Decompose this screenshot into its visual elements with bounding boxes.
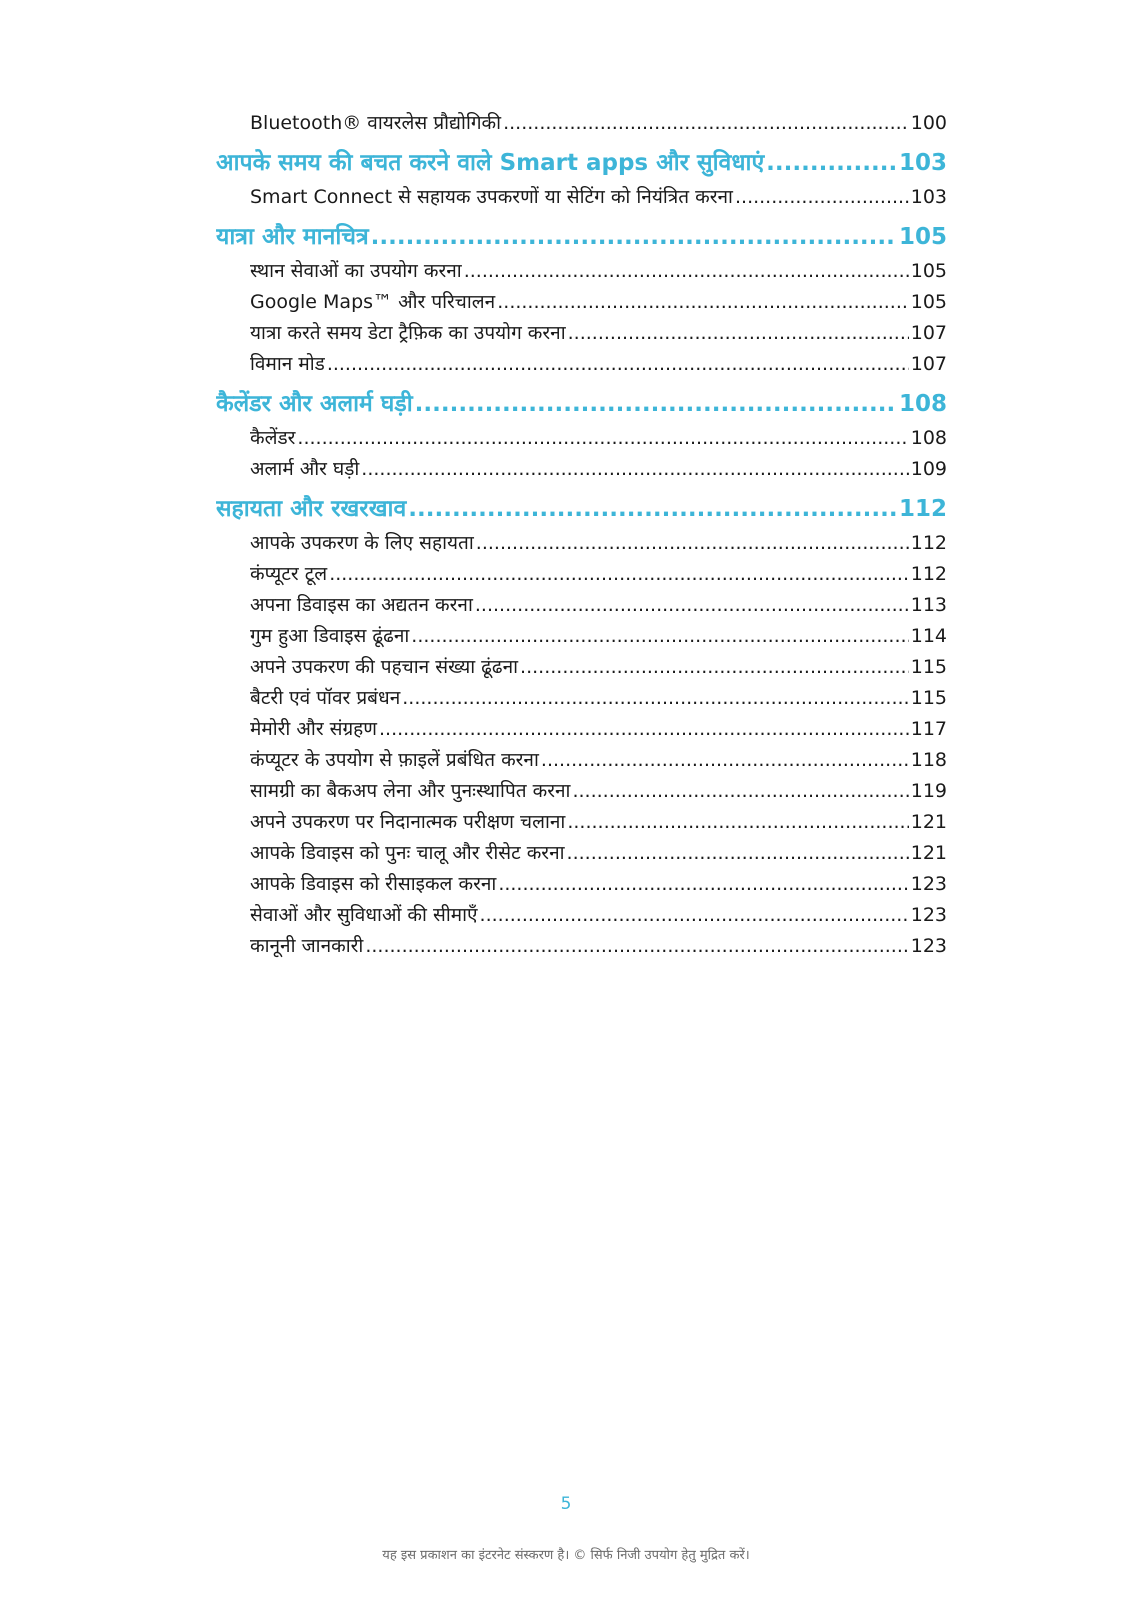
dot-leader [480, 900, 909, 931]
page-ref: 105 [910, 291, 947, 313]
toc-entry[interactable] [250, 900, 947, 931]
entry-title: सामग्री का बैकअप लेना और पुनःस्थापित करना [250, 780, 571, 802]
entry-title: कैलेंडर [250, 427, 296, 449]
dot-leader [464, 256, 909, 287]
page-ref: 115 [910, 656, 947, 678]
dot-leader [402, 683, 908, 714]
toc-entry[interactable] [250, 528, 947, 559]
table-of-contents [0, 108, 1132, 962]
dot-leader [297, 423, 908, 454]
toc-entry[interactable] [250, 714, 947, 745]
section-title: कैलेंडर और अलार्म घड़ी [216, 391, 413, 417]
entry-title: अलार्म और घड़ी [250, 458, 360, 480]
entry-title: Bluetooth® वायरलेस प्रौद्योगिकी [250, 112, 502, 134]
entry-title: अपना डिवाइस का अद्यतन करना [250, 594, 473, 616]
page-ref: 112 [898, 496, 947, 522]
toc-entry[interactable] [250, 318, 947, 349]
entry-title: स्थान सेवाओं का उपयोग करना [250, 260, 462, 282]
toc-entry[interactable] [250, 745, 947, 776]
page-ref: 113 [910, 594, 947, 616]
entry-title: कंप्यूटर के उपयोग से फ़ाइलें प्रबंधित करना [250, 749, 539, 771]
page-ref: 119 [910, 780, 947, 802]
dot-leader [497, 287, 909, 318]
page-ref: 105 [898, 224, 947, 250]
dot-leader [371, 219, 897, 256]
toc-entry[interactable] [250, 869, 947, 900]
entry-title: कानूनी जानकारी [250, 935, 364, 957]
dot-leader [520, 652, 909, 683]
dot-leader [766, 145, 897, 182]
dot-leader [567, 807, 908, 838]
dot-leader [567, 838, 909, 869]
toc-entry[interactable] [250, 349, 947, 380]
entry-title: मेमोरी और संग्रहण [250, 718, 378, 740]
page-ref: 123 [910, 935, 947, 957]
entry-title: कंप्यूटर टूल [250, 563, 328, 585]
toc-entry[interactable] [250, 621, 947, 652]
page-ref: 123 [910, 873, 947, 895]
page-ref: 107 [910, 353, 947, 375]
entry-title: आपके डिवाइस को पुनः चालू और रीसेट करना [250, 842, 565, 864]
page-ref: 118 [910, 749, 947, 771]
page-ref: 112 [910, 563, 947, 585]
dot-leader [327, 349, 909, 380]
toc-entry[interactable] [250, 807, 947, 838]
entry-title: अपने उपकरण की पहचान संख्या ढूंढना [250, 656, 519, 678]
toc-entry[interactable] [250, 287, 947, 318]
dot-leader [365, 931, 908, 962]
entry-title: गुम हुआ डिवाइस ढूंढना [250, 625, 410, 647]
entry-title: यात्रा करते समय डेटा ट्रैफ़िक का उपयोग करना [250, 322, 566, 344]
toc-entry[interactable] [250, 776, 947, 807]
toc-entry[interactable] [250, 454, 947, 485]
dot-leader [379, 714, 909, 745]
page-ref: 100 [910, 112, 947, 134]
entry-title: बैटरी एवं पॉवर प्रबंधन [250, 687, 401, 709]
toc-entry[interactable] [250, 590, 947, 621]
entry-title: अपने उपकरण पर निदानात्मक परीक्षण चलाना [250, 811, 566, 833]
page-number: 5 [560, 1494, 572, 1514]
entry-title: आपके डिवाइस को रीसाइकल करना [250, 873, 497, 895]
entry-title: विमान मोड [250, 353, 325, 375]
entry-title: Google Maps™ और परिचालन [250, 291, 496, 313]
toc-section-heading[interactable] [216, 219, 947, 256]
section-title: सहायता और रखरखाव [216, 496, 407, 522]
page-ref: 108 [910, 427, 947, 449]
page-ref: 117 [910, 718, 947, 740]
toc-entry[interactable] [250, 652, 947, 683]
entry-title: Smart Connect से सहायक उपकरणों या सेटिंग को नियंत्रित करना [250, 186, 733, 208]
dot-leader [329, 559, 909, 590]
dot-leader [541, 745, 909, 776]
dot-leader [735, 182, 909, 213]
dot-leader [476, 528, 909, 559]
dot-leader [408, 491, 897, 528]
page-ref: 103 [910, 186, 947, 208]
toc-entry[interactable] [250, 182, 947, 213]
page-ref: 121 [910, 842, 947, 864]
toc-section-heading[interactable] [216, 386, 947, 423]
footer-note: यह इस प्रकाशन का इंटरनेट संस्करण है। © सिर्फ निजी उपयोग हेतु मुद्रित करें। [382, 1548, 750, 1563]
toc-entry[interactable] [250, 838, 947, 869]
entry-title: सेवाओं और सुविधाओं की सीमाएँ [250, 904, 478, 926]
page-ref: 109 [910, 458, 947, 480]
page-ref: 103 [898, 150, 947, 176]
toc-entry[interactable] [250, 256, 947, 287]
entry-title: आपके उपकरण के लिए सहायता [250, 532, 474, 554]
page-ref: 121 [910, 811, 947, 833]
dot-leader [503, 108, 909, 139]
toc-section-heading[interactable] [216, 145, 947, 182]
dot-leader [411, 621, 908, 652]
page-ref: 112 [910, 532, 947, 554]
dot-leader [498, 869, 908, 900]
dot-leader [475, 590, 909, 621]
dot-leader [361, 454, 908, 485]
page-ref: 123 [910, 904, 947, 926]
toc-entry[interactable] [250, 683, 947, 714]
dot-leader [572, 776, 908, 807]
dot-leader [568, 318, 909, 349]
toc-entry[interactable] [250, 559, 947, 590]
page-ref: 115 [910, 687, 947, 709]
page-ref: 108 [898, 391, 947, 417]
toc-section-heading[interactable] [216, 491, 947, 528]
section-title: यात्रा और मानचित्र [216, 224, 369, 250]
page-ref: 107 [910, 322, 947, 344]
page-ref: 114 [910, 625, 947, 647]
dot-leader [415, 386, 897, 423]
toc-entry[interactable] [250, 931, 947, 962]
toc-entry[interactable] [250, 108, 947, 139]
section-title: आपके समय की बचत करने वाले Smart apps और सुविधाएं [216, 150, 765, 176]
page-ref: 105 [910, 260, 947, 282]
toc-entry[interactable] [250, 423, 947, 454]
